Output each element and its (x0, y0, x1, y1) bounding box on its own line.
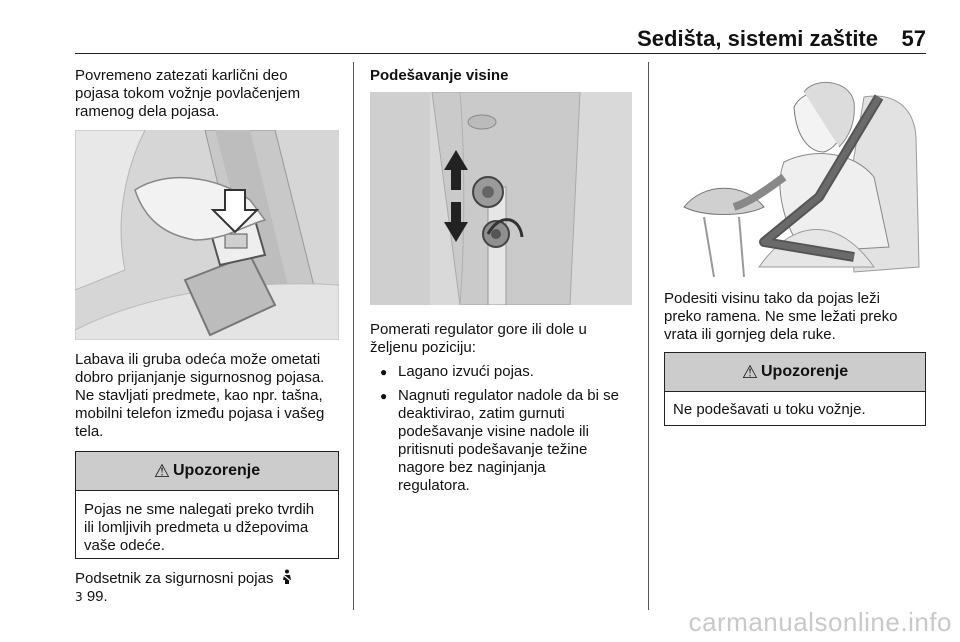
text-line: ● Nagnuti regulator nadole da bi se (398, 387, 619, 404)
col1-intro (75, 67, 345, 121)
header-rule (75, 53, 926, 54)
warning-body (76, 491, 338, 563)
text-line: deaktivirao, zatim gurnuti (398, 405, 565, 422)
col1-paragraph (75, 351, 350, 441)
list-item (370, 363, 640, 381)
text-line: pritisnuti podešavanje težine (398, 441, 588, 458)
seatbelt-reminder-reference (75, 569, 345, 606)
text-line: vrata ili gornjeg dela ruke. (664, 326, 836, 343)
text-line: Pomerati regulator gore ili dole u (370, 321, 587, 338)
warning-header (665, 353, 925, 392)
height-adjuster-illustration (370, 92, 632, 305)
warning-triangle-icon: ⚠ (153, 460, 170, 481)
seatbelt-buckle-illustration (75, 130, 339, 340)
text-line: nagore bez naginjanja (398, 459, 546, 476)
text-line: Labava ili gruba odeća može ometati (75, 351, 321, 368)
warning-box-2 (664, 352, 926, 426)
column-divider-1 (353, 62, 354, 610)
text-line: Povremeno zatezati karlični deo (75, 67, 288, 84)
col2-paragraph (370, 321, 640, 501)
text-line: pojasa tokom vožnje povlačenjem (75, 85, 301, 102)
text-line: tela. (75, 423, 104, 440)
text-line: mobilni telefon između pojasa i vašeg (75, 405, 325, 422)
warning-body (665, 392, 925, 427)
text-line: regulatora. (398, 477, 470, 494)
col3-paragraph (664, 290, 926, 344)
warning-title: Upozorenje (173, 462, 261, 479)
page-number: 57 (901, 26, 926, 51)
warning-title: Upozorenje (761, 363, 849, 380)
text-line: ili lomljivih predmeta u džepovima (84, 519, 309, 536)
text-line: ramenog dela pojasa. (75, 103, 220, 120)
instruction-list (370, 363, 640, 495)
section-heading: Podešavanje visine (370, 67, 509, 84)
text-line: Podsetnik za sigurnosni pojas (75, 570, 274, 587)
list-item (370, 387, 640, 495)
warning-header (76, 452, 338, 491)
text-line: Ne podešavati u toku vožnje. (673, 401, 866, 418)
warning-triangle-icon: ⚠ (741, 361, 758, 382)
text-line: Ne stavljati predmete, kao npr. tašna, (75, 387, 323, 404)
text-line: dobro prijanjanje sigurnosnog pojasa. (75, 369, 325, 386)
text-line: Pojas ne sme nalegati preko tvrdih (84, 501, 315, 518)
warning-box-1 (75, 451, 339, 559)
seatbelt-buckle-drawing (75, 130, 339, 340)
height-adjuster-drawing (370, 92, 632, 305)
text-line: Podesiti visinu tako da pojas leži (664, 290, 880, 307)
seated-driver-illustration (664, 67, 926, 277)
header-title: Sedišta, sistemi zaštite (637, 26, 878, 51)
seated-driver-drawing (664, 67, 926, 277)
text-line: ● Lagano izvući pojas. (398, 363, 534, 380)
text-line: preko ramena. Ne sme ležati preko (664, 308, 898, 325)
column-divider-2 (648, 62, 649, 610)
text-line: željenu poziciju: (370, 339, 476, 356)
seatbelt-reminder-icon (281, 569, 293, 585)
text-line: vaše odeće. (84, 537, 165, 554)
watermark: carmanualsonline.info (688, 607, 952, 637)
page-reference-arrow-icon: 3 (75, 590, 83, 604)
page-reference-link[interactable]: 99. (86, 588, 108, 605)
text-line: podešavanje visine nadole ili (398, 423, 589, 440)
